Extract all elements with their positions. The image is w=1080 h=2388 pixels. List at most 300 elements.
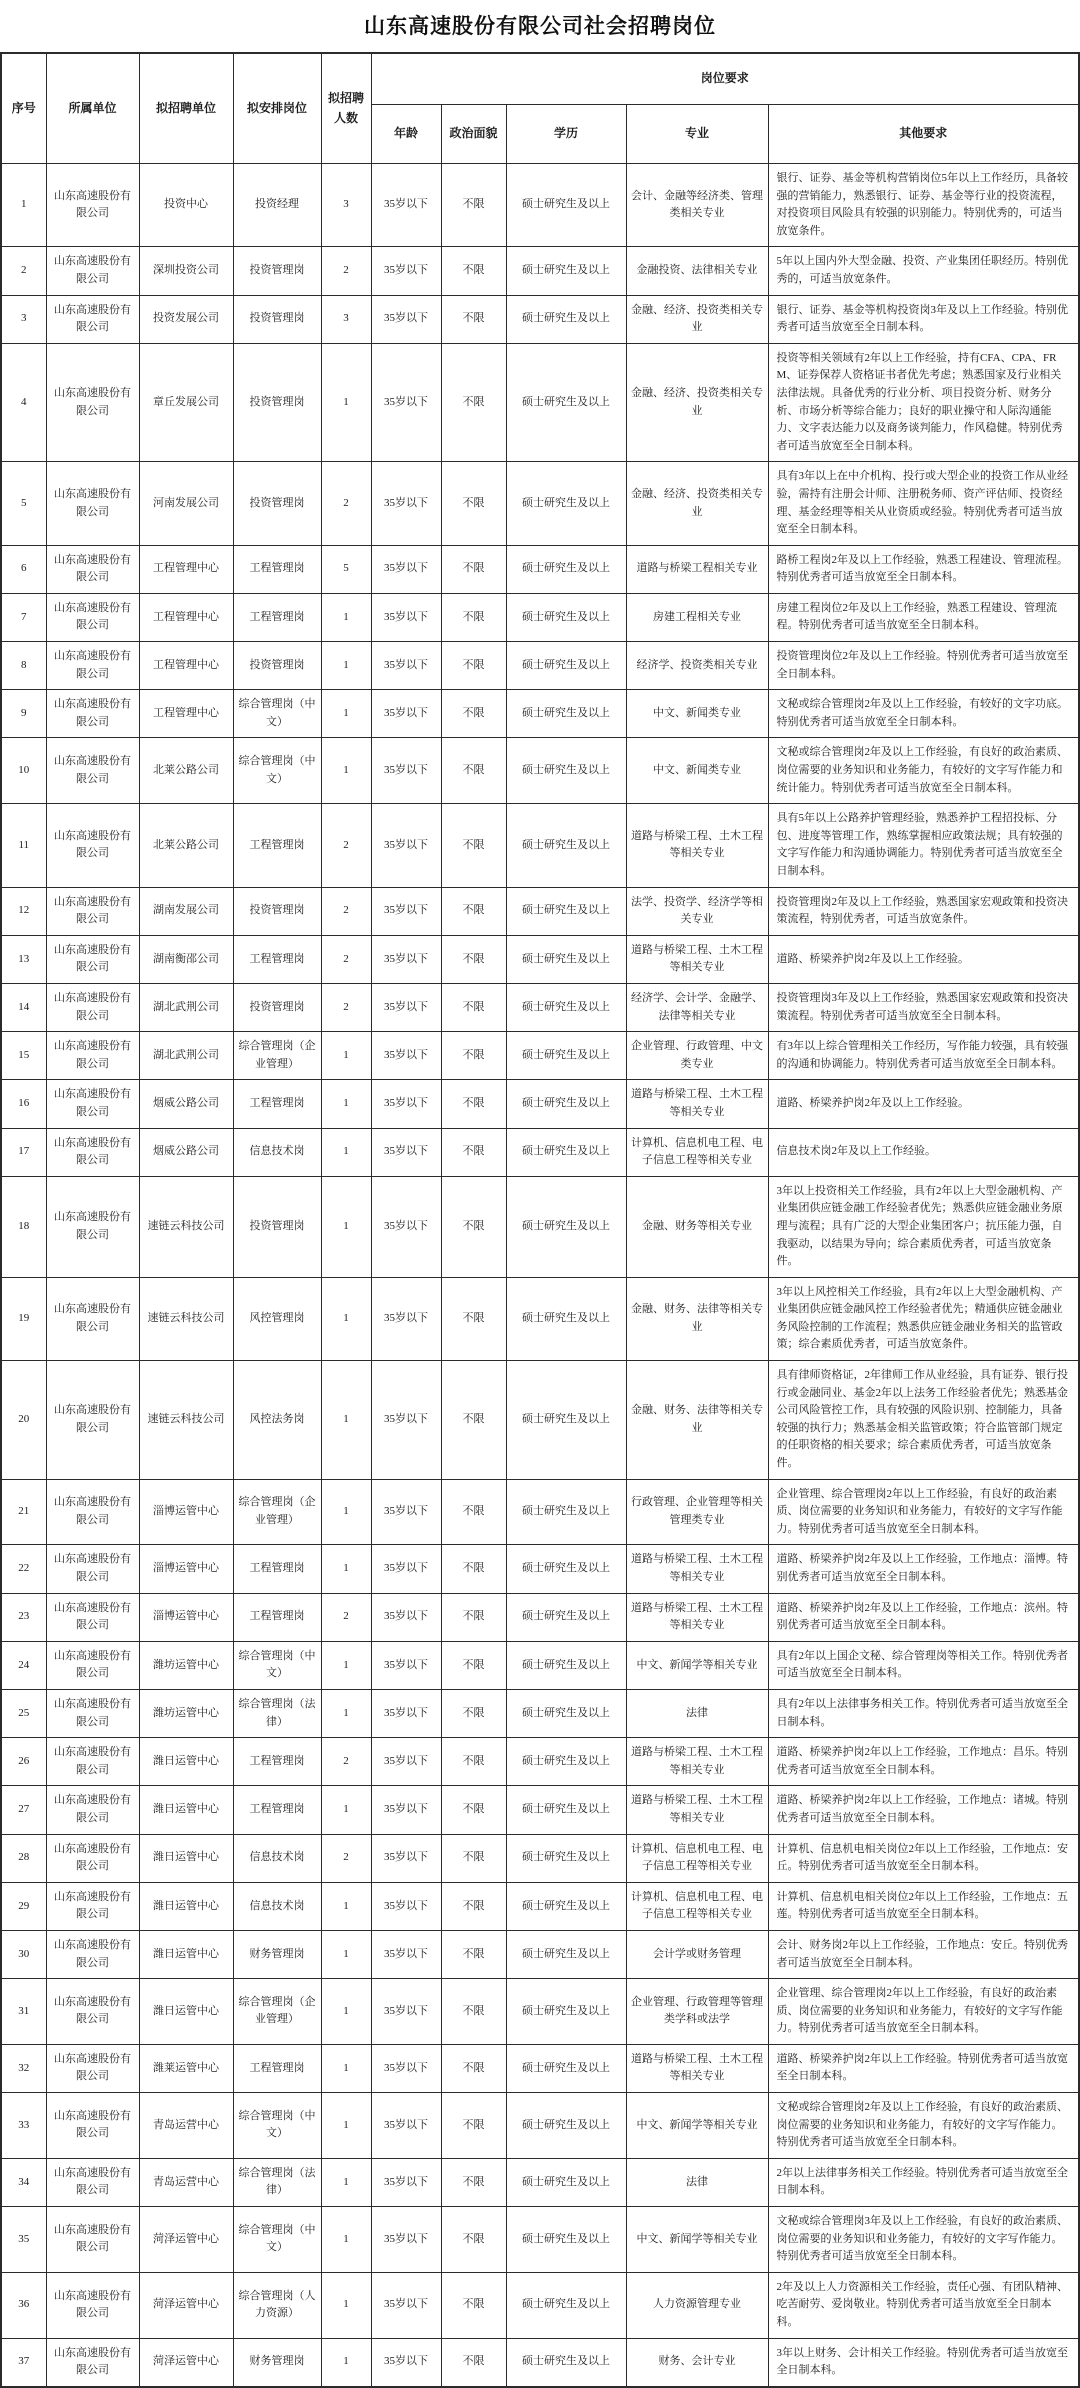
cell-recruiting-unit: 烟威公路公司 bbox=[139, 1128, 233, 1176]
table-row bbox=[1, 2272, 1079, 2338]
table-row bbox=[1, 1593, 1079, 1641]
cell-other-requirements: 企业管理、综合管理岗2年以上工作经验，有良好的政治素质、岗位需要的业务知识和业务能力，有较好的文字写作能力。特别优秀者可适当放宽至全日制本科。 bbox=[768, 1479, 1079, 1545]
table-row bbox=[1, 690, 1079, 738]
cell-headcount: 1 bbox=[321, 1979, 371, 2045]
cell-education: 硕士研究生及以上 bbox=[506, 1738, 626, 1786]
cell-position: 综合管理岗（企业管理） bbox=[233, 1032, 321, 1080]
table-row bbox=[1, 804, 1079, 887]
cell-education: 硕士研究生及以上 bbox=[506, 462, 626, 545]
table-row bbox=[1, 1641, 1079, 1689]
cell-position: 综合管理岗（中文） bbox=[233, 2207, 321, 2273]
cell-political-status: 不限 bbox=[441, 1479, 506, 1545]
table-row bbox=[1, 1834, 1079, 1882]
cell-affiliated-unit: 山东高速股份有限公司 bbox=[46, 295, 139, 343]
cell-seq: 35 bbox=[1, 2207, 46, 2273]
cell-headcount: 5 bbox=[321, 545, 371, 593]
cell-seq: 17 bbox=[1, 1128, 46, 1176]
table-row bbox=[1, 1738, 1079, 1786]
cell-major: 计算机、信息机电工程、电子信息工程等相关专业 bbox=[626, 1128, 768, 1176]
cell-headcount: 1 bbox=[321, 642, 371, 690]
cell-seq: 16 bbox=[1, 1080, 46, 1128]
cell-age: 35岁以下 bbox=[371, 1361, 441, 1480]
cell-political-status: 不限 bbox=[441, 1882, 506, 1930]
cell-major: 经济学、会计学、金融学、法律等相关专业 bbox=[626, 983, 768, 1031]
cell-headcount: 3 bbox=[321, 295, 371, 343]
cell-major: 会计、金融等经济类、管理类相关专业 bbox=[626, 164, 768, 247]
cell-major: 企业管理、行政管理、中文类专业 bbox=[626, 1032, 768, 1080]
cell-position: 信息技术岗 bbox=[233, 1834, 321, 1882]
table-row bbox=[1, 1277, 1079, 1360]
cell-affiliated-unit: 山东高速股份有限公司 bbox=[46, 1930, 139, 1978]
cell-affiliated-unit: 山东高速股份有限公司 bbox=[46, 2207, 139, 2273]
header-position: 拟安排岗位 bbox=[233, 53, 321, 164]
cell-major: 人力资源管理专业 bbox=[626, 2272, 768, 2338]
cell-other-requirements: 2年及以上人力资源相关工作经验，责任心强、有团队精神、吃苦耐劳、爱岗敬业。特别优秀者可适当放宽至全日制本科。 bbox=[768, 2272, 1079, 2338]
cell-seq: 13 bbox=[1, 935, 46, 983]
table-row bbox=[1, 1979, 1079, 2045]
cell-position: 风控法务岗 bbox=[233, 1361, 321, 1480]
cell-position: 综合管理岗（企业管理） bbox=[233, 1479, 321, 1545]
cell-affiliated-unit: 山东高速股份有限公司 bbox=[46, 1479, 139, 1545]
cell-age: 35岁以下 bbox=[371, 642, 441, 690]
cell-affiliated-unit: 山东高速股份有限公司 bbox=[46, 2044, 139, 2092]
cell-major: 金融、财务、法律等相关专业 bbox=[626, 1361, 768, 1480]
cell-other-requirements: 投资管理岗3年及以上工作经验，熟悉国家宏观政策和投资决策流程。特别优秀者可适当放宽至全日制本科。 bbox=[768, 983, 1079, 1031]
table-row bbox=[1, 887, 1079, 935]
table-row bbox=[1, 1930, 1079, 1978]
table-row bbox=[1, 593, 1079, 641]
table-row bbox=[1, 1080, 1079, 1128]
cell-education: 硕士研究生及以上 bbox=[506, 935, 626, 983]
cell-recruiting-unit: 潍莱运管中心 bbox=[139, 2044, 233, 2092]
cell-age: 35岁以下 bbox=[371, 2272, 441, 2338]
cell-political-status: 不限 bbox=[441, 1689, 506, 1737]
cell-recruiting-unit: 工程管理中心 bbox=[139, 593, 233, 641]
cell-major: 金融、经济、投资类相关专业 bbox=[626, 462, 768, 545]
cell-education: 硕士研究生及以上 bbox=[506, 2158, 626, 2206]
cell-seq: 29 bbox=[1, 1882, 46, 1930]
cell-position: 投资管理岗 bbox=[233, 983, 321, 1031]
cell-affiliated-unit: 山东高速股份有限公司 bbox=[46, 1128, 139, 1176]
cell-other-requirements: 投资等相关领域有2年以上工作经验，持有CFA、CPA、FRM、证券保荐人资格证书者优先考虑；熟悉国家及行业相关法律法规。具备优秀的行业分析、项目投资分析、财务分析、市场分析等综合能力；良好的职业操守和人际沟通能力、文字表达能力以及商务谈判能力，作风稳健。特别优秀者可适当放宽至全日制本科。 bbox=[768, 343, 1079, 462]
cell-other-requirements: 5年以上国内外大型金融、投资、产业集团任职经历。特别优秀的，可适当放宽条件。 bbox=[768, 247, 1079, 295]
cell-age: 35岁以下 bbox=[371, 1930, 441, 1978]
cell-age: 35岁以下 bbox=[371, 462, 441, 545]
cell-recruiting-unit: 潍日运管中心 bbox=[139, 1834, 233, 1882]
cell-recruiting-unit: 湖南发展公司 bbox=[139, 887, 233, 935]
cell-headcount: 1 bbox=[321, 1361, 371, 1480]
cell-education: 硕士研究生及以上 bbox=[506, 1786, 626, 1834]
cell-recruiting-unit: 湖北武荆公司 bbox=[139, 1032, 233, 1080]
cell-position: 投资管理岗 bbox=[233, 1176, 321, 1277]
cell-political-status: 不限 bbox=[441, 1176, 506, 1277]
cell-other-requirements: 投资管理岗2年及以上工作经验，熟悉国家宏观政策和投资决策流程，特别优秀者，可适当放宽条件。 bbox=[768, 887, 1079, 935]
cell-headcount: 1 bbox=[321, 343, 371, 462]
cell-recruiting-unit: 速链云科技公司 bbox=[139, 1277, 233, 1360]
cell-recruiting-unit: 工程管理中心 bbox=[139, 545, 233, 593]
cell-education: 硕士研究生及以上 bbox=[506, 1834, 626, 1882]
cell-major: 法学、投资学、经济学等相关专业 bbox=[626, 887, 768, 935]
cell-other-requirements: 道路、桥梁养护岗2年以上工作经验，工作地点：诸城。特别优秀者可适当放宽至全日制本科。 bbox=[768, 1786, 1079, 1834]
cell-seq: 31 bbox=[1, 1979, 46, 2045]
cell-education: 硕士研究生及以上 bbox=[506, 887, 626, 935]
cell-other-requirements: 道路、桥梁养护岗2年及以上工作经验。 bbox=[768, 1080, 1079, 1128]
cell-position: 综合管理岗（中文） bbox=[233, 2093, 321, 2159]
cell-age: 35岁以下 bbox=[371, 1479, 441, 1545]
header-age: 年龄 bbox=[371, 105, 441, 164]
cell-political-status: 不限 bbox=[441, 642, 506, 690]
cell-other-requirements: 具有5年以上公路养护管理经验，熟悉养护工程招投标、分包、进度等管理工作，熟练掌握相应政策法规；具有较强的文字写作能力和沟通协调能力。特别优秀者可适当放宽至全日制本科。 bbox=[768, 804, 1079, 887]
cell-education: 硕士研究生及以上 bbox=[506, 1689, 626, 1737]
cell-seq: 22 bbox=[1, 1545, 46, 1593]
cell-seq: 33 bbox=[1, 2093, 46, 2159]
cell-headcount: 1 bbox=[321, 1641, 371, 1689]
cell-political-status: 不限 bbox=[441, 887, 506, 935]
cell-recruiting-unit: 北莱公路公司 bbox=[139, 738, 233, 804]
cell-major: 道路与桥梁工程、土木工程等相关专业 bbox=[626, 1738, 768, 1786]
table-row bbox=[1, 164, 1079, 247]
cell-seq: 30 bbox=[1, 1930, 46, 1978]
cell-education: 硕士研究生及以上 bbox=[506, 164, 626, 247]
cell-seq: 15 bbox=[1, 1032, 46, 1080]
cell-education: 硕士研究生及以上 bbox=[506, 1641, 626, 1689]
cell-seq: 23 bbox=[1, 1593, 46, 1641]
cell-seq: 10 bbox=[1, 738, 46, 804]
cell-recruiting-unit: 投资发展公司 bbox=[139, 295, 233, 343]
cell-other-requirements: 银行、证券、基金等机构营销岗位5年以上工作经历，具备较强的营销能力，熟悉银行、证券、基金等行业的投资流程，对投资项目风险具有较强的识别能力。特别优秀的，可适当放宽条件。 bbox=[768, 164, 1079, 247]
cell-position: 投资管理岗 bbox=[233, 343, 321, 462]
cell-political-status: 不限 bbox=[441, 1641, 506, 1689]
cell-major: 道路与桥梁工程、土木工程等相关专业 bbox=[626, 935, 768, 983]
cell-recruiting-unit: 菏泽运管中心 bbox=[139, 2272, 233, 2338]
cell-political-status: 不限 bbox=[441, 2338, 506, 2387]
cell-age: 35岁以下 bbox=[371, 887, 441, 935]
cell-affiliated-unit: 山东高速股份有限公司 bbox=[46, 2338, 139, 2387]
cell-recruiting-unit: 潍坊运管中心 bbox=[139, 1641, 233, 1689]
cell-position: 综合管理岗（中文） bbox=[233, 1641, 321, 1689]
cell-other-requirements: 3年以上风控相关工作经验，具有2年以上大型金融机构、产业集团供应链金融风控工作经验者优先；精通供应链金融业务风险控制的工作流程；熟悉供应链金融业务相关的监管政策；综合素质优秀者，可适当放宽条件。 bbox=[768, 1277, 1079, 1360]
cell-education: 硕士研究生及以上 bbox=[506, 983, 626, 1031]
cell-major: 计算机、信息机电工程、电子信息工程等相关专业 bbox=[626, 1834, 768, 1882]
cell-affiliated-unit: 山东高速股份有限公司 bbox=[46, 935, 139, 983]
cell-seq: 5 bbox=[1, 462, 46, 545]
cell-seq: 1 bbox=[1, 164, 46, 247]
cell-headcount: 1 bbox=[321, 1176, 371, 1277]
cell-position: 投资管理岗 bbox=[233, 462, 321, 545]
cell-age: 35岁以下 bbox=[371, 690, 441, 738]
table-row bbox=[1, 1128, 1079, 1176]
cell-major: 道路与桥梁工程、土木工程等相关专业 bbox=[626, 1080, 768, 1128]
cell-position: 综合管理岗（中文） bbox=[233, 738, 321, 804]
cell-headcount: 1 bbox=[321, 2338, 371, 2387]
cell-recruiting-unit: 烟威公路公司 bbox=[139, 1080, 233, 1128]
cell-position: 投资管理岗 bbox=[233, 642, 321, 690]
table-row bbox=[1, 2044, 1079, 2092]
cell-major: 法律 bbox=[626, 1689, 768, 1737]
header-requirements-group: 岗位要求 bbox=[371, 53, 1079, 105]
cell-recruiting-unit: 淄博运管中心 bbox=[139, 1593, 233, 1641]
cell-recruiting-unit: 淄博运管中心 bbox=[139, 1545, 233, 1593]
cell-recruiting-unit: 青岛运营中心 bbox=[139, 2093, 233, 2159]
table-row bbox=[1, 983, 1079, 1031]
table-row bbox=[1, 1176, 1079, 1277]
cell-recruiting-unit: 潍日运管中心 bbox=[139, 1786, 233, 1834]
cell-position: 财务管理岗 bbox=[233, 1930, 321, 1978]
cell-headcount: 2 bbox=[321, 804, 371, 887]
cell-seq: 26 bbox=[1, 1738, 46, 1786]
cell-political-status: 不限 bbox=[441, 690, 506, 738]
cell-affiliated-unit: 山东高速股份有限公司 bbox=[46, 738, 139, 804]
cell-age: 35岁以下 bbox=[371, 1545, 441, 1593]
cell-seq: 14 bbox=[1, 983, 46, 1031]
cell-political-status: 不限 bbox=[441, 1545, 506, 1593]
table-row bbox=[1, 2338, 1079, 2387]
cell-major: 道路与桥梁工程相关专业 bbox=[626, 545, 768, 593]
cell-position: 信息技术岗 bbox=[233, 1128, 321, 1176]
cell-position: 工程管理岗 bbox=[233, 935, 321, 983]
cell-affiliated-unit: 山东高速股份有限公司 bbox=[46, 164, 139, 247]
cell-political-status: 不限 bbox=[441, 545, 506, 593]
cell-political-status: 不限 bbox=[441, 295, 506, 343]
cell-headcount: 1 bbox=[321, 1545, 371, 1593]
cell-seq: 18 bbox=[1, 1176, 46, 1277]
cell-age: 35岁以下 bbox=[371, 1593, 441, 1641]
cell-age: 35岁以下 bbox=[371, 1641, 441, 1689]
cell-position: 财务管理岗 bbox=[233, 2338, 321, 2387]
cell-political-status: 不限 bbox=[441, 1930, 506, 1978]
cell-other-requirements: 路桥工程岗2年及以上工作经验，熟悉工程建设、管理流程。特别优秀者可适当放宽至全日制本科。 bbox=[768, 545, 1079, 593]
cell-other-requirements: 3年以上财务、会计相关工作经验。特别优秀者可适当放宽至全日制本科。 bbox=[768, 2338, 1079, 2387]
cell-affiliated-unit: 山东高速股份有限公司 bbox=[46, 983, 139, 1031]
cell-other-requirements: 文秘或综合管理岗2年及以上工作经验，有良好的政治素质、岗位需要的业务知识和业务能力，有较好的文字写作能力。特别优秀者可适当放宽至全日制本科。 bbox=[768, 2093, 1079, 2159]
cell-headcount: 1 bbox=[321, 1277, 371, 1360]
table-row bbox=[1, 1479, 1079, 1545]
header-other-requirements: 其他要求 bbox=[768, 105, 1079, 164]
cell-education: 硕士研究生及以上 bbox=[506, 1882, 626, 1930]
cell-seq: 2 bbox=[1, 247, 46, 295]
cell-recruiting-unit: 章丘发展公司 bbox=[139, 343, 233, 462]
cell-major: 财务、会计专业 bbox=[626, 2338, 768, 2387]
cell-major: 企业管理、行政管理等管理类学科或法学 bbox=[626, 1979, 768, 2045]
cell-political-status: 不限 bbox=[441, 1277, 506, 1360]
cell-other-requirements: 计算机、信息机电相关岗位2年以上工作经验，工作地点：五莲。特别优秀者可适当放宽至全日制本科。 bbox=[768, 1882, 1079, 1930]
cell-affiliated-unit: 山东高速股份有限公司 bbox=[46, 1834, 139, 1882]
cell-major: 金融投资、法律相关专业 bbox=[626, 247, 768, 295]
cell-other-requirements: 道路、桥梁养护岗2年以上工作经验。特别优秀者可适当放宽至全日制本科。 bbox=[768, 2044, 1079, 2092]
cell-age: 35岁以下 bbox=[371, 1882, 441, 1930]
cell-age: 35岁以下 bbox=[371, 738, 441, 804]
cell-affiliated-unit: 山东高速股份有限公司 bbox=[46, 1593, 139, 1641]
cell-age: 35岁以下 bbox=[371, 593, 441, 641]
cell-major: 道路与桥梁工程、土木工程等相关专业 bbox=[626, 1545, 768, 1593]
cell-affiliated-unit: 山东高速股份有限公司 bbox=[46, 804, 139, 887]
cell-major: 中文、新闻学等相关专业 bbox=[626, 2207, 768, 2273]
cell-other-requirements: 会计、财务岗2年以上工作经验，工作地点：安丘。特别优秀者可适当放宽至全日制本科。 bbox=[768, 1930, 1079, 1978]
cell-position: 综合管理岗（法律） bbox=[233, 1689, 321, 1737]
cell-seq: 9 bbox=[1, 690, 46, 738]
cell-recruiting-unit: 工程管理中心 bbox=[139, 642, 233, 690]
cell-headcount: 1 bbox=[321, 1479, 371, 1545]
cell-other-requirements: 具有2年以上法律事务相关工作。特别优秀者可适当放宽至全日制本科。 bbox=[768, 1689, 1079, 1737]
table-row bbox=[1, 343, 1079, 462]
cell-headcount: 3 bbox=[321, 164, 371, 247]
cell-political-status: 不限 bbox=[441, 247, 506, 295]
cell-age: 35岁以下 bbox=[371, 1128, 441, 1176]
cell-seq: 8 bbox=[1, 642, 46, 690]
cell-recruiting-unit: 投资中心 bbox=[139, 164, 233, 247]
header-seq: 序号 bbox=[1, 53, 46, 164]
cell-seq: 7 bbox=[1, 593, 46, 641]
cell-political-status: 不限 bbox=[441, 1979, 506, 2045]
cell-major: 中文、新闻学等相关专业 bbox=[626, 2093, 768, 2159]
cell-major: 房建工程相关专业 bbox=[626, 593, 768, 641]
cell-age: 35岁以下 bbox=[371, 1738, 441, 1786]
cell-other-requirements: 银行、证券、基金等机构投资岗3年及以上工作经验。特别优秀者可适当放宽至全日制本科。 bbox=[768, 295, 1079, 343]
cell-position: 综合管理岗（法律） bbox=[233, 2158, 321, 2206]
cell-position: 投资经理 bbox=[233, 164, 321, 247]
cell-age: 35岁以下 bbox=[371, 2338, 441, 2387]
table-row bbox=[1, 1032, 1079, 1080]
cell-political-status: 不限 bbox=[441, 738, 506, 804]
cell-affiliated-unit: 山东高速股份有限公司 bbox=[46, 545, 139, 593]
cell-age: 35岁以下 bbox=[371, 247, 441, 295]
cell-age: 35岁以下 bbox=[371, 1080, 441, 1128]
cell-headcount: 2 bbox=[321, 247, 371, 295]
table-row bbox=[1, 462, 1079, 545]
table-row bbox=[1, 935, 1079, 983]
cell-affiliated-unit: 山东高速股份有限公司 bbox=[46, 1882, 139, 1930]
cell-headcount: 1 bbox=[321, 2158, 371, 2206]
table-row bbox=[1, 1786, 1079, 1834]
cell-political-status: 不限 bbox=[441, 462, 506, 545]
cell-recruiting-unit: 潍坊运管中心 bbox=[139, 1689, 233, 1737]
cell-recruiting-unit: 工程管理中心 bbox=[139, 690, 233, 738]
cell-position: 工程管理岗 bbox=[233, 1593, 321, 1641]
cell-seq: 25 bbox=[1, 1689, 46, 1737]
cell-position: 工程管理岗 bbox=[233, 1080, 321, 1128]
cell-education: 硕士研究生及以上 bbox=[506, 1545, 626, 1593]
table-row bbox=[1, 1689, 1079, 1737]
cell-headcount: 2 bbox=[321, 983, 371, 1031]
cell-recruiting-unit: 青岛运营中心 bbox=[139, 2158, 233, 2206]
cell-education: 硕士研究生及以上 bbox=[506, 545, 626, 593]
cell-other-requirements: 具有律师资格证，2年律师工作从业经验，具有证券、银行投行或金融同业、基金2年以上法务工作经验者优先；熟悉基金公司风险管控工作，具有较强的风险识别、控制能力，具备较强的执行力；熟悉基金相关监管政策；符合监管部门规定的任职资格的相关要求；综合素质优秀者，可适当放宽条件。 bbox=[768, 1361, 1079, 1480]
cell-seq: 19 bbox=[1, 1277, 46, 1360]
cell-major: 金融、经济、投资类相关专业 bbox=[626, 343, 768, 462]
cell-age: 35岁以下 bbox=[371, 2158, 441, 2206]
table-row bbox=[1, 247, 1079, 295]
cell-recruiting-unit: 速链云科技公司 bbox=[139, 1176, 233, 1277]
cell-major: 经济学、投资类相关专业 bbox=[626, 642, 768, 690]
cell-other-requirements: 企业管理、综合管理岗2年以上工作经验，有良好的政治素质、岗位需要的业务知识和业务能力，有较好的文字写作能力。特别优秀者可适当放宽至全日制本科。 bbox=[768, 1979, 1079, 2045]
cell-age: 35岁以下 bbox=[371, 1277, 441, 1360]
cell-position: 风控管理岗 bbox=[233, 1277, 321, 1360]
cell-age: 35岁以下 bbox=[371, 1979, 441, 2045]
cell-age: 35岁以下 bbox=[371, 164, 441, 247]
cell-political-status: 不限 bbox=[441, 1738, 506, 1786]
cell-major: 金融、财务等相关专业 bbox=[626, 1176, 768, 1277]
cell-affiliated-unit: 山东高速股份有限公司 bbox=[46, 887, 139, 935]
cell-major: 计算机、信息机电工程、电子信息工程等相关专业 bbox=[626, 1882, 768, 1930]
cell-headcount: 1 bbox=[321, 593, 371, 641]
cell-affiliated-unit: 山东高速股份有限公司 bbox=[46, 2093, 139, 2159]
cell-political-status: 不限 bbox=[441, 2207, 506, 2273]
cell-age: 35岁以下 bbox=[371, 804, 441, 887]
cell-seq: 28 bbox=[1, 1834, 46, 1882]
cell-age: 35岁以下 bbox=[371, 983, 441, 1031]
cell-headcount: 2 bbox=[321, 1738, 371, 1786]
cell-other-requirements: 具有3年以上在中介机构、投行或大型企业的投资工作从业经验，需持有注册会计师、注册税务师、资产评估师、投资经理、基金经理等相关从业资质或经验。特别优秀者可适当放宽至全日制本科。 bbox=[768, 462, 1079, 545]
cell-other-requirements: 道路、桥梁养护岗2年以上工作经验，工作地点：昌乐。特别优秀者可适当放宽至全日制本科。 bbox=[768, 1738, 1079, 1786]
cell-political-status: 不限 bbox=[441, 1128, 506, 1176]
cell-position: 综合管理岗（中文） bbox=[233, 690, 321, 738]
cell-affiliated-unit: 山东高速股份有限公司 bbox=[46, 1738, 139, 1786]
header-recruiting-unit: 拟招聘单位 bbox=[139, 53, 233, 164]
cell-age: 35岁以下 bbox=[371, 1176, 441, 1277]
cell-position: 投资管理岗 bbox=[233, 247, 321, 295]
cell-education: 硕士研究生及以上 bbox=[506, 2207, 626, 2273]
cell-position: 工程管理岗 bbox=[233, 1786, 321, 1834]
cell-other-requirements: 文秘或综合管理岗3年及以上工作经验，有良好的政治素质、岗位需要的业务知识和业务能力，有较好的文字写作能力。特别优秀者可适当放宽至全日制本科。 bbox=[768, 2207, 1079, 2273]
cell-education: 硕士研究生及以上 bbox=[506, 247, 626, 295]
cell-headcount: 1 bbox=[321, 1786, 371, 1834]
cell-education: 硕士研究生及以上 bbox=[506, 343, 626, 462]
cell-other-requirements: 道路、桥梁养护岗2年及以上工作经验，工作地点：淄博。特别优秀者可适当放宽至全日制本科。 bbox=[768, 1545, 1079, 1593]
header-education: 学历 bbox=[506, 105, 626, 164]
cell-recruiting-unit: 速链云科技公司 bbox=[139, 1361, 233, 1480]
cell-seq: 3 bbox=[1, 295, 46, 343]
cell-political-status: 不限 bbox=[441, 935, 506, 983]
cell-age: 35岁以下 bbox=[371, 2093, 441, 2159]
cell-headcount: 2 bbox=[321, 935, 371, 983]
cell-major: 中文、新闻类专业 bbox=[626, 690, 768, 738]
cell-affiliated-unit: 山东高速股份有限公司 bbox=[46, 2158, 139, 2206]
cell-political-status: 不限 bbox=[441, 1080, 506, 1128]
cell-recruiting-unit: 河南发展公司 bbox=[139, 462, 233, 545]
cell-other-requirements: 文秘或综合管理岗2年及以上工作经验，有较好的文字功底。特别优秀者可适当放宽至全日制本科。 bbox=[768, 690, 1079, 738]
cell-affiliated-unit: 山东高速股份有限公司 bbox=[46, 462, 139, 545]
cell-major: 中文、新闻类专业 bbox=[626, 738, 768, 804]
cell-education: 硕士研究生及以上 bbox=[506, 1080, 626, 1128]
cell-other-requirements: 计算机、信息机电相关岗位2年以上工作经验，工作地点：安丘。特别优秀者可适当放宽至全日制本科。 bbox=[768, 1834, 1079, 1882]
cell-position: 工程管理岗 bbox=[233, 1545, 321, 1593]
cell-recruiting-unit: 菏泽运管中心 bbox=[139, 2338, 233, 2387]
cell-major: 金融、经济、投资类相关专业 bbox=[626, 295, 768, 343]
cell-affiliated-unit: 山东高速股份有限公司 bbox=[46, 1176, 139, 1277]
cell-education: 硕士研究生及以上 bbox=[506, 2044, 626, 2092]
cell-headcount: 1 bbox=[321, 1930, 371, 1978]
cell-other-requirements: 具有2年以上国企文秘、综合管理岗等相关工作。特别优秀者可适当放宽至全日制本科。 bbox=[768, 1641, 1079, 1689]
cell-major: 金融、财务、法律等相关专业 bbox=[626, 1277, 768, 1360]
cell-recruiting-unit: 潍日运管中心 bbox=[139, 1882, 233, 1930]
cell-major: 道路与桥梁工程、土木工程等相关专业 bbox=[626, 1593, 768, 1641]
cell-seq: 27 bbox=[1, 1786, 46, 1834]
cell-other-requirements: 信息技术岗2年及以上工作经验。 bbox=[768, 1128, 1079, 1176]
cell-age: 35岁以下 bbox=[371, 343, 441, 462]
cell-major: 道路与桥梁工程、土木工程等相关专业 bbox=[626, 2044, 768, 2092]
cell-seq: 21 bbox=[1, 1479, 46, 1545]
table-row bbox=[1, 642, 1079, 690]
header-headcount: 拟招聘人数 bbox=[321, 53, 371, 164]
header-major: 专业 bbox=[626, 105, 768, 164]
cell-political-status: 不限 bbox=[441, 1834, 506, 1882]
cell-headcount: 1 bbox=[321, 1032, 371, 1080]
cell-position: 综合管理岗（人力资源） bbox=[233, 2272, 321, 2338]
table-row bbox=[1, 738, 1079, 804]
cell-age: 35岁以下 bbox=[371, 1834, 441, 1882]
table-header bbox=[1, 53, 1079, 164]
cell-political-status: 不限 bbox=[441, 2044, 506, 2092]
